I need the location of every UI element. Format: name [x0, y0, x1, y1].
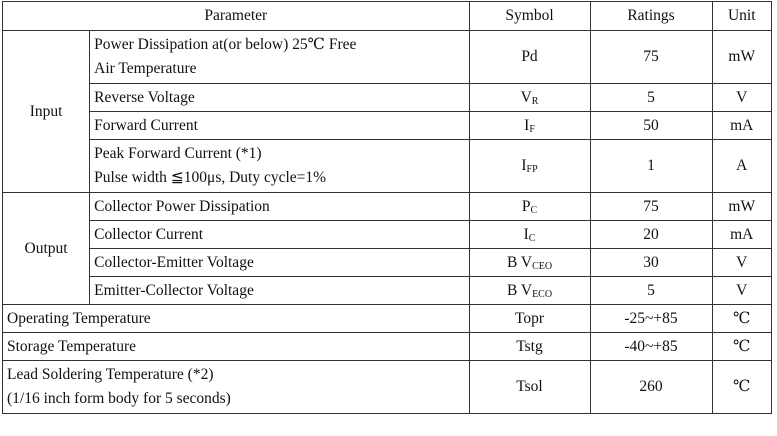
- param-cell: Collector Current: [90, 221, 469, 249]
- table-row: [3, 112, 772, 140]
- param-cell: Emitter-Collector Voltage: [90, 277, 469, 305]
- unit-cell: A: [712, 140, 772, 193]
- param-line: Air Temperature: [94, 60, 197, 78]
- unit-cell: ℃: [712, 333, 772, 361]
- symbol-cell: $P_C$: [469, 193, 590, 221]
- rating-cell: 75: [590, 31, 712, 84]
- param-cell: Collector Power Dissipation: [90, 193, 469, 221]
- table-row: [3, 140, 772, 193]
- table-row: [3, 221, 772, 249]
- group-input: Input: [3, 31, 90, 193]
- symbol-cell: Topr: [469, 305, 590, 333]
- unit-cell: mW: [712, 31, 772, 84]
- table-row: [3, 193, 772, 221]
- unit-cell: V: [712, 84, 772, 112]
- symbol-cell: $I_C$: [469, 221, 590, 249]
- rating-cell: 5: [590, 84, 712, 112]
- symbol-cell: $I_{FP}$: [469, 140, 590, 193]
- unit-cell: V: [712, 249, 772, 277]
- param-line: Power Dissipation at(or below) 25℃ Free: [94, 36, 357, 53]
- param-cell: Storage Temperature: [3, 333, 470, 361]
- symbol-cell: $V_R$: [469, 84, 590, 112]
- table-row: [3, 333, 772, 361]
- header-row: [3, 2, 772, 31]
- rating-cell: 1: [590, 140, 712, 193]
- param-line: Peak Forward Current (*1): [94, 145, 262, 163]
- table-row: [3, 277, 772, 305]
- rating-cell: -25~+85: [590, 305, 712, 333]
- symbol-cell: Tsol: [469, 361, 590, 414]
- rating-cell: 50: [590, 112, 712, 140]
- rating-cell: 75: [590, 193, 712, 221]
- table-row: [3, 84, 772, 112]
- symbol-cell: B $V_{ECO}$: [469, 277, 590, 305]
- table-row: [3, 31, 772, 84]
- param-line: Pulse width ≦100μs, Duty cycle=1%: [94, 169, 327, 187]
- rating-cell: 30: [590, 249, 712, 277]
- rating-cell: 20: [590, 221, 712, 249]
- header-ratings: Ratings: [590, 2, 712, 31]
- header-symbol: Symbol: [469, 2, 590, 31]
- param-cell: Forward Current: [90, 112, 469, 140]
- symbol-cell: Pd: [469, 31, 590, 84]
- unit-cell: mW: [712, 193, 772, 221]
- unit-cell: mA: [712, 112, 772, 140]
- symbol-cell: Tstg: [469, 333, 590, 361]
- unit-cell: ℃: [712, 305, 772, 333]
- param-cell: [90, 31, 469, 84]
- param-cell: Reverse Voltage: [90, 84, 469, 112]
- header-parameter: Parameter: [3, 2, 470, 31]
- param-cell: Operating Temperature: [3, 305, 470, 333]
- unit-cell: mA: [712, 221, 772, 249]
- param-cell: Collector-Emitter Voltage: [90, 249, 469, 277]
- symbol-cell: B $V_{CEO}$: [469, 249, 590, 277]
- rating-cell: 5: [590, 277, 712, 305]
- table-row: [3, 249, 772, 277]
- unit-cell: ℃: [712, 361, 772, 414]
- param-cell: [3, 361, 470, 414]
- unit-cell: V: [712, 277, 772, 305]
- group-output: Output: [3, 193, 90, 305]
- header-unit: Unit: [712, 2, 772, 31]
- ratings-table: [2, 1, 772, 414]
- param-line: (1/16 inch form body for 5 seconds): [7, 390, 231, 408]
- param-cell: [90, 140, 469, 193]
- rating-cell: 260: [590, 361, 712, 414]
- param-line: Lead Soldering Temperature (*2): [7, 366, 214, 384]
- symbol-cell: $I_F$: [469, 112, 590, 140]
- rating-cell: -40~+85: [590, 333, 712, 361]
- table-row: [3, 305, 772, 333]
- table-row: [3, 361, 772, 414]
